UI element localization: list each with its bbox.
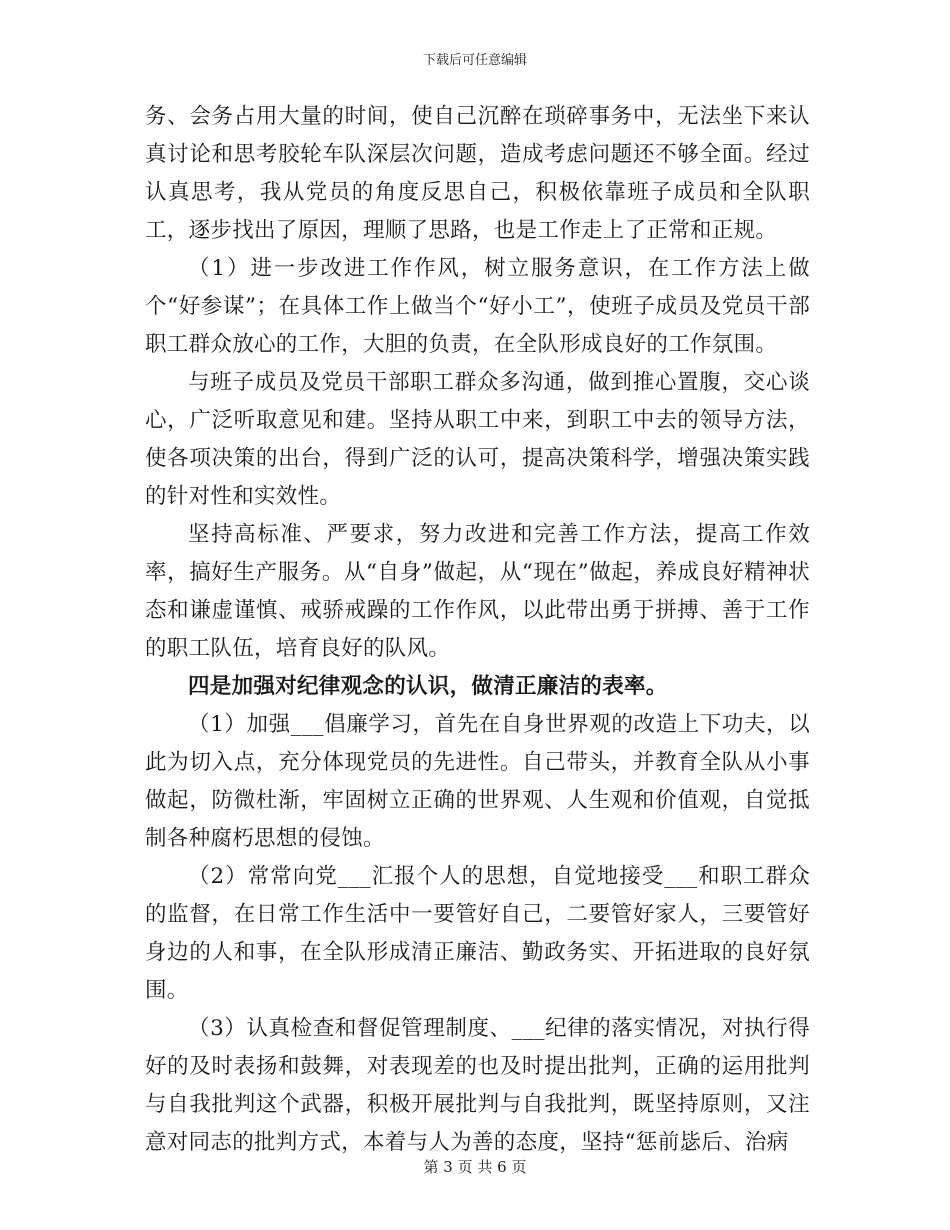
paragraph-high-standards: 坚持高标准、严要求，努力改进和完善工作方法，提高工作效率，搞好生产服务。从“自身”做起，从“现在”做起，养成良好精神状态和谦虚谨慎、戒骄戒躁的工作作风，以此带出勇于拼搏、善于工作的职工队伍，培育良好的队风。 bbox=[145, 522, 810, 661]
document-body bbox=[145, 98, 810, 1162]
section-heading-discipline: 四是加强对纪律观念的认识，做清正廉洁的表率。 bbox=[188, 674, 668, 699]
paragraph-communication: 与班子成员及党员干部职工群众多沟通，做到推心置腹，交心谈心，广泛听取意见和建。坚持从职工中来，到职工中去的领导方法，使各项决策的出台，得到广泛的认可，提高决策科学，增强决策实践的针对性和实效性。 bbox=[145, 370, 810, 509]
page-number-footer: 第 3 页 共 6 页 bbox=[423, 1158, 527, 1176]
paragraph-item-2-report-supervision: （2）常常向党___汇报个人的思想，自觉地接受___和职工群众的监督，在日常工作生活中一要管好自己，二要管好家人，三要管好身边的人和事，在全队形成清正廉洁、勤政务实、开拓进取的良好氛围。 bbox=[145, 864, 810, 1003]
paragraph-item-1-integrity-study: （1）加强___倡廉学习，首先在自身世界观的改造上下功夫，以此为切入点，充分体现党员的先进性。自己带头，并教育全队从小事做起，防微杜渐，牢固树立正确的世界观、人生观和价值观，自觉抵制各种腐朽思想的侵蚀。 bbox=[145, 712, 810, 851]
paragraph-item-1-work-style: （1）进一步改进工作作风，树立服务意识，在工作方法上做个“好参谋”；在具体工作上做当个“好小工”，使班子成员及党员干部职工群众放心的工作，大胆的负责，在全队形成良好的工作氛围。 bbox=[145, 256, 810, 357]
page-header-note: 下载后可任意编辑 bbox=[422, 53, 527, 68]
paragraph-item-3-inspection: （3）认真检查和督促管理制度、___纪律的落实情况，对执行得好的及时表扬和鼓舞，对表现差的也及时提出批判，正确的运用批判与自我批判这个武器，积极开展批判与自我批判，既坚持原则，又注意对同志的批判方式，本着与人为善的态度，坚持“惩前毖后、治病 bbox=[145, 1016, 810, 1155]
paragraph-continuation: 务、会务占用大量的时间，使自己沉醉在琐碎事务中，无法坐下来认真讨论和思考胶轮车队深层次问题，造成考虑问题还不够全面。经过认真思考，我从党员的角度反思自己，积极依靠班子成员和全队职工，逐步找出了原因，理顺了思路，也是工作走上了正常和正规。 bbox=[145, 104, 810, 243]
